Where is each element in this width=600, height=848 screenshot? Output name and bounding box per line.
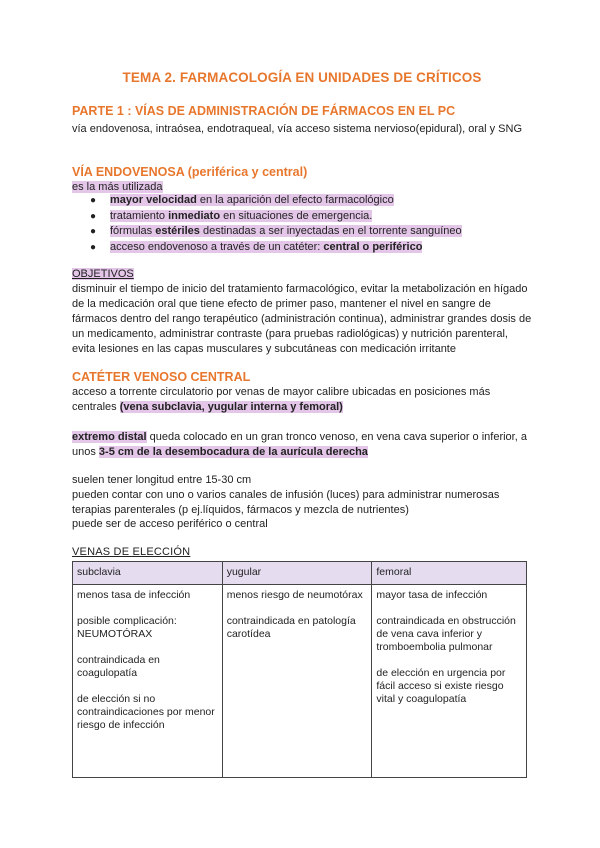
bullet-item: ● fórmulas estériles destinadas a ser inyectadas en el torrente sanguíneo	[90, 224, 462, 240]
cateter-text: acceso a torrente circulatorio por venas de mayor calibre ubicadas en posiciones más centrales (vena subclavia, yugular interna y femoral)	[72, 386, 491, 413]
bullet-item: ● acceso endovenoso a través de un catéter: central o periférico	[90, 240, 462, 256]
header-subclavia: subclavia	[73, 562, 223, 585]
objetivos-text: disminuir el tiempo de inicio del tratamiento farmacológico, evitar la metabolización en hígado de la medicación oral que tiene efecto de primer paso, mantener el nivel en sangre de fármacos dentro del rango terapéutico (administración continua), administrar grandes dosis de un medicamento, administrar contraste (para pruebas radiológicas) y nutrición parenteral, evita lesiones en las capas musculares y subcutáneas con medicación irritante	[72, 283, 532, 355]
extremo-distal-text: extremo distal queda colocado en un gran tronco venoso, en vena cava superior o inferior, a unos 3-5 cm de la desembocadura de la aurícula derecha	[72, 431, 527, 458]
header-yugular: yugular	[222, 562, 372, 585]
cell-yugular	[222, 585, 372, 778]
bullet-icon: ●	[90, 241, 97, 253]
objetivos-heading: OBJETIVOS	[72, 268, 134, 280]
subclavia-item: de elección si no contraindicaciones por menor riesgo de infección	[77, 693, 215, 731]
cateter-heading: CATÉTER VENOSO CENTRAL	[72, 370, 251, 384]
document-title: TEMA 2. FARMACOLOGÍA EN UNIDADES DE CRÍTICOS	[122, 70, 482, 85]
bullet-icon: ●	[90, 226, 97, 237]
cell-subclavia	[73, 585, 223, 778]
bullet-item: ● mayor velocidad en la aparición del efecto farmacológico	[90, 193, 462, 209]
cateter-line1: suelen tener longitud entre 15-30 cm	[72, 474, 252, 486]
via-endovenosa-heading: VÍA ENDOVENOSA (periférica y central)	[72, 165, 308, 179]
yugular-item: contraindicada en patología carotídea	[226, 615, 356, 640]
femoral-item: contraindicada en obstrucción de vena cava inferior y tromboembolia pulmonar	[376, 615, 516, 653]
header-femoral: femoral	[372, 562, 527, 585]
parte1-heading: PARTE 1 : VÍAS DE ADMINISTRACIÓN DE FÁRMACOS EN EL PC	[72, 104, 456, 118]
intro-highlight: es la más utilizada	[72, 181, 163, 193]
yugular-item: menos riesgo de neumotórax	[226, 589, 363, 601]
bullet-icon: ●	[90, 210, 97, 222]
venas-table	[72, 561, 527, 778]
via-endovenosa-bullets	[90, 193, 462, 255]
cell-femoral	[372, 585, 527, 778]
subclavia-item: posible complicación: NEUMOTÓRAX	[77, 615, 177, 640]
femoral-item: de elección en urgencia por fácil acceso si existe riesgo vital y coagulopatía	[376, 667, 506, 705]
femoral-item: mayor tasa de infección	[376, 589, 488, 601]
bullet-icon: ●	[90, 195, 97, 206]
cateter-line2: pueden contar con uno o varios canales de infusión (luces) para administrar numerosas terapias parenterales (p ej.líquidos, fármacos y mezcla de nutrientes)	[72, 489, 500, 516]
parte1-text: vía endovenosa, intraósea, endotraqueal, vía acceso sistema nervioso(epidural), oral y SNG	[72, 123, 523, 135]
subclavia-item: menos tasa de infección	[77, 589, 191, 601]
bullet-item: ● tratamiento inmediato en situaciones de emergencia.	[90, 209, 462, 225]
venas-title: VENAS DE ELECCIÓN	[72, 546, 191, 558]
subclavia-item: contraindicada en coagulopatía	[77, 654, 160, 679]
cateter-line3: puede ser de acceso periférico o central	[72, 518, 268, 530]
